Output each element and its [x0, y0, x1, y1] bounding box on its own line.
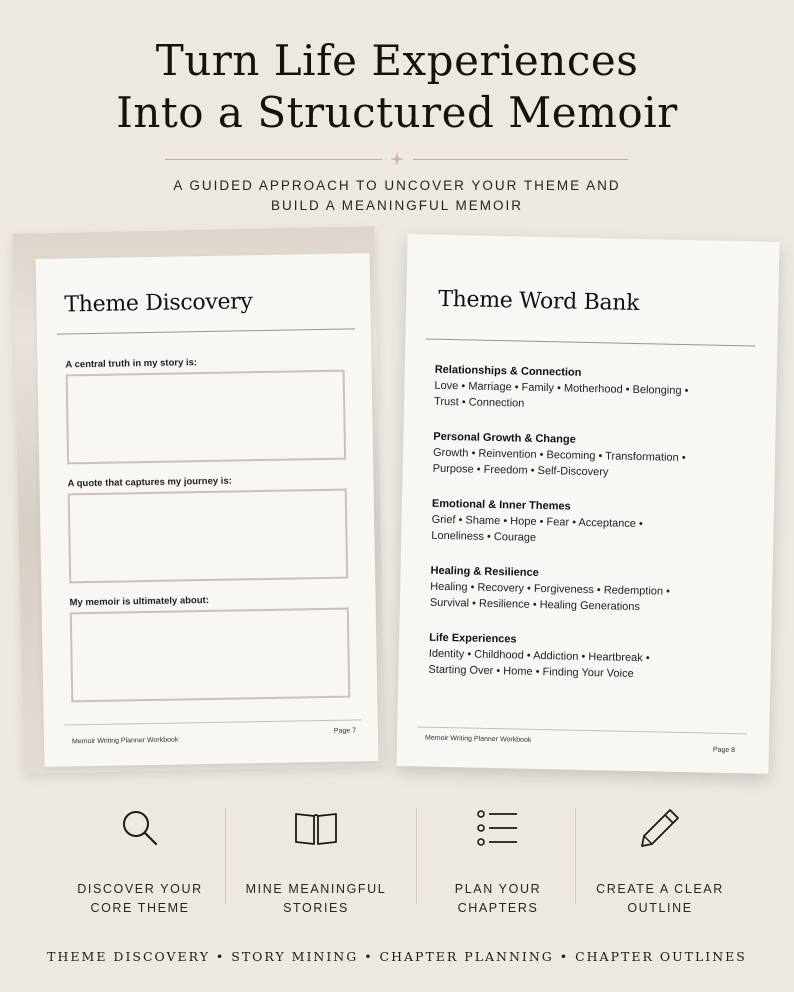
word-bank-heading: Healing & Resilience	[430, 564, 539, 579]
prompt-label: A quote that captures my journey is:	[67, 475, 232, 490]
sparkle-icon	[390, 152, 404, 166]
word-bank-words: Starting Over • Home • Finding Your Voice	[428, 663, 634, 680]
list-icon	[475, 806, 521, 850]
feature-label: MINE MEANINGFUL STORIES	[245, 882, 387, 915]
word-bank-heading: Emotional & Inner Themes	[431, 497, 571, 513]
feature-label: DISCOVER YOUR CORE THEME	[77, 882, 203, 915]
page-title: Theme Discovery	[64, 289, 253, 318]
page-number: Page 7	[333, 727, 357, 735]
word-bank-words: Survival • Resilience • Healing Generations	[429, 596, 641, 614]
word-bank-words: Grief • Shame • Hope • Fear • Acceptance •	[431, 513, 643, 531]
word-bank-words: Purpose • Freedom • Self-Discovery	[432, 462, 609, 479]
feature-mine-stories	[236, 806, 396, 918]
feature-separator	[575, 808, 576, 904]
writing-box[interactable]	[68, 489, 349, 584]
page-number: Page 8	[712, 746, 736, 755]
feature-discover-theme	[60, 806, 220, 918]
theme-word-bank-page	[396, 234, 779, 774]
word-bank-words: Healing • Recovery • Forgiveness • Redemption •	[430, 580, 671, 598]
word-bank-words: Growth • Reinvention • Becoming • Transformation •	[432, 446, 686, 465]
bottom-tagline: THEME DISCOVERY • STORY MINING • CHAPTER PLANNING • CHAPTER OUTLINES	[47, 949, 747, 964]
magnifier-icon	[118, 806, 162, 850]
word-bank-words: Identity • Childhood • Addiction • Heartbreak •	[428, 647, 650, 665]
footer-rule	[417, 726, 747, 734]
word-bank-words: Loneliness • Courage	[431, 529, 537, 544]
title-rule	[57, 328, 355, 334]
word-bank-words: Trust • Connection	[433, 395, 525, 410]
word-bank-words: Love • Marriage • Family • Motherhood • Belonging •	[434, 379, 689, 398]
divider-line-right	[413, 159, 628, 160]
feature-separator	[225, 808, 226, 904]
feature-label: PLAN YOUR CHAPTERS	[454, 882, 542, 915]
footer-rule	[64, 719, 362, 725]
footer-workbook-title: Memoir Writing Planner Workbook	[71, 736, 179, 746]
headline-line-2: Into a Structured Memoir	[116, 88, 678, 137]
theme-discovery-page	[36, 253, 379, 767]
footer-workbook-title: Memoir Writing Planner Workbook	[424, 734, 532, 744]
page-title: Theme Word Bank	[437, 286, 640, 317]
prompt-label: My memoir is ultimately about:	[69, 594, 210, 609]
title-rule	[425, 339, 755, 347]
subheadline-line-2: BUILD A MEANINGFUL MEMOIR	[270, 198, 524, 213]
feature-separator	[416, 808, 417, 904]
open-book-icon	[292, 806, 340, 850]
word-bank-heading: Relationships & Connection	[434, 363, 582, 379]
pencil-icon	[638, 806, 682, 850]
word-bank-heading: Personal Growth & Change	[433, 430, 576, 446]
feature-plan-chapters	[418, 806, 578, 918]
feature-create-outline	[580, 806, 740, 918]
divider-line-left	[165, 159, 382, 160]
subheadline-line-1: A GUIDED APPROACH TO UNCOVER YOUR THEME AND	[173, 178, 621, 193]
feature-label: CREATE A CLEAR OUTLINE	[596, 882, 724, 915]
writing-box[interactable]	[70, 608, 351, 703]
prompt-label: A central truth in my story is:	[65, 357, 198, 371]
word-bank-heading: Life Experiences	[429, 631, 517, 646]
headline-line-1: Turn Life Experiences	[155, 36, 639, 85]
writing-box[interactable]	[66, 370, 347, 465]
